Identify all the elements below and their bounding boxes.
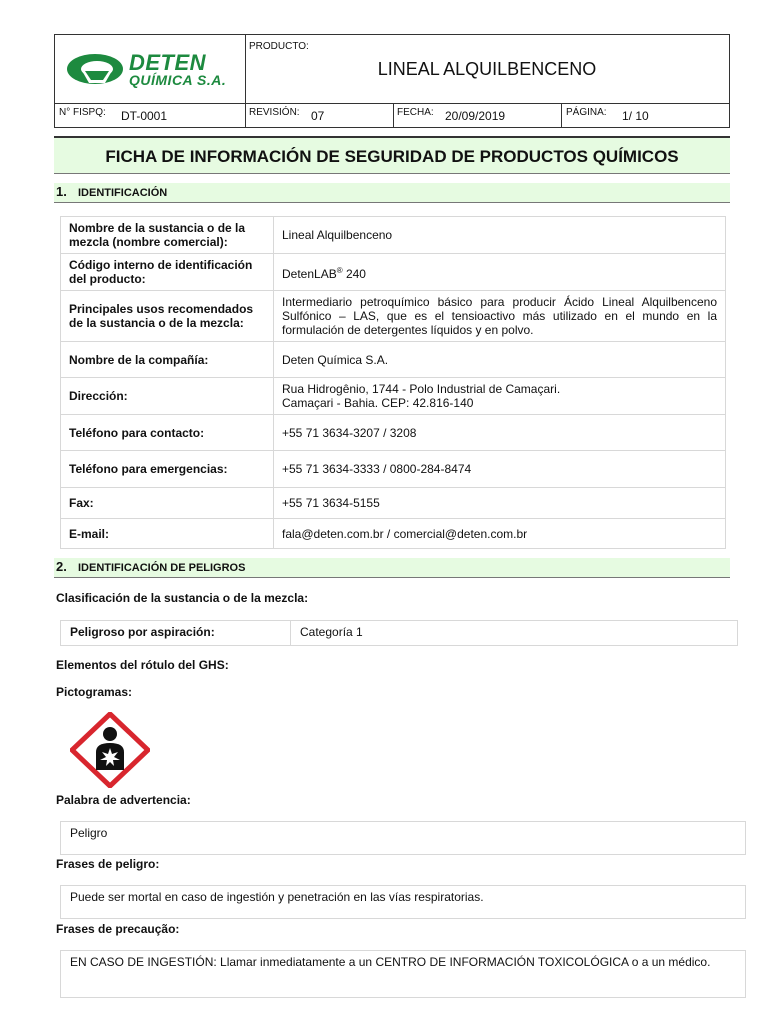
row-key: Fax: [61, 488, 274, 519]
elementos-label: Elementos del rótulo del GHS: [56, 658, 229, 672]
table-row [61, 291, 726, 342]
section-number: 1. [56, 184, 67, 199]
producto-label: PRODUCTO: [249, 41, 309, 52]
row-value: Rua Hidrogênio, 1744 - Polo Industrial de Camaçari. Camaçari - Bahia. CEP: 42.816-140 [274, 378, 726, 415]
revision-value: 07 [311, 109, 325, 123]
fispq-label: N° FISPQ: [59, 107, 106, 118]
row-key: Nombre de la compañía: [61, 342, 274, 378]
palabra-value: Peligro [60, 821, 746, 855]
frases-precaucao-label: Frases de precaução: [56, 922, 180, 936]
row-value: fala@deten.com.br / comercial@deten.com.br [274, 519, 726, 549]
clasificacion-key: Peligroso por aspiración: [61, 621, 291, 645]
table-row [61, 519, 726, 549]
row-value: Deten Química S.A. [274, 342, 726, 378]
clasificacion-table [60, 620, 738, 646]
fecha-value: 20/09/2019 [445, 109, 506, 123]
pagina-value: 1/ 10 [622, 109, 649, 123]
identification-table [60, 216, 726, 549]
row-value: Lineal Alquilbenceno [274, 217, 726, 254]
row-value: Intermediario petroquímico básico para producir Ácido Lineal Alquilbenceno Sulfónico – LAS, que es el tensioactivo más utilizado en el mundo en la formulación de detergentes líquidos y en polvo. [274, 291, 726, 342]
logo-text: DETEN [129, 50, 207, 75]
document-title: FICHA DE INFORMACIÓN DE SEGURIDAD DE PRODUCTOS QUÍMICOS [54, 136, 730, 174]
logo-swoosh-icon [65, 49, 125, 89]
row-key: Dirección: [61, 378, 274, 415]
row-key: Nombre de la sustancia o de la mezcla (nombre comercial): [61, 217, 274, 254]
row-value: +55 71 3634-3207 / 3208 [274, 415, 726, 451]
table-row [61, 451, 726, 488]
clasificacion-label: Clasificación de la sustancia o de la mezcla: [56, 591, 309, 605]
row-key: E-mail: [61, 519, 274, 549]
section-2-heading [54, 558, 730, 578]
pictogramas-label: Pictogramas: [56, 685, 133, 699]
section-number: 2. [56, 559, 67, 574]
row-key: Principales usos recomendados de la sustancia o de la mezcla: [61, 291, 274, 342]
frases-peligro-value: Puede ser mortal en caso de ingestión y penetración en las vías respiratorias. [60, 885, 746, 919]
frases-precaucao-value: EN CASO DE INGESTIÓN: Llamar inmediatamente a un CENTRO DE INFORMACIÓN TOXICOLÓGICA o a un médico. [60, 950, 746, 998]
section-title: IDENTIFICACIÓN DE PELIGROS [78, 562, 246, 574]
clasificacion-value: Categoría 1 [300, 625, 363, 639]
table-row [61, 415, 726, 451]
table-row [61, 378, 726, 415]
document-header [54, 34, 730, 128]
table-row [61, 488, 726, 519]
fecha-label: FECHA: [397, 107, 434, 118]
table-row [61, 217, 726, 254]
row-value: +55 71 3634-5155 [274, 488, 726, 519]
logo-subtext: QUÍMICA S.A. [129, 72, 227, 88]
health-hazard-icon [70, 712, 150, 788]
row-key: Código interno de identificación del producto: [61, 254, 274, 291]
table-row [61, 254, 726, 291]
pagina-label: PÁGINA: [566, 107, 607, 118]
palabra-label: Palabra de advertencia: [56, 793, 191, 807]
table-row [61, 342, 726, 378]
row-value: +55 71 3634-3333 / 0800-284-8474 [274, 451, 726, 488]
row-key: Teléfono para contacto: [61, 415, 274, 451]
section-title: IDENTIFICACIÓN [78, 187, 168, 199]
company-logo [65, 47, 245, 89]
row-key: Teléfono para emergencias: [61, 451, 274, 488]
revision-label: REVISIÓN: [249, 107, 300, 118]
fispq-value: DT-0001 [121, 109, 168, 123]
product-name: LINEAL ALQUILBENCENO [377, 59, 597, 79]
frases-peligro-label: Frases de peligro: [56, 857, 160, 871]
section-1-heading [54, 183, 730, 203]
row-value: DetenLAB® 240 [274, 254, 726, 291]
